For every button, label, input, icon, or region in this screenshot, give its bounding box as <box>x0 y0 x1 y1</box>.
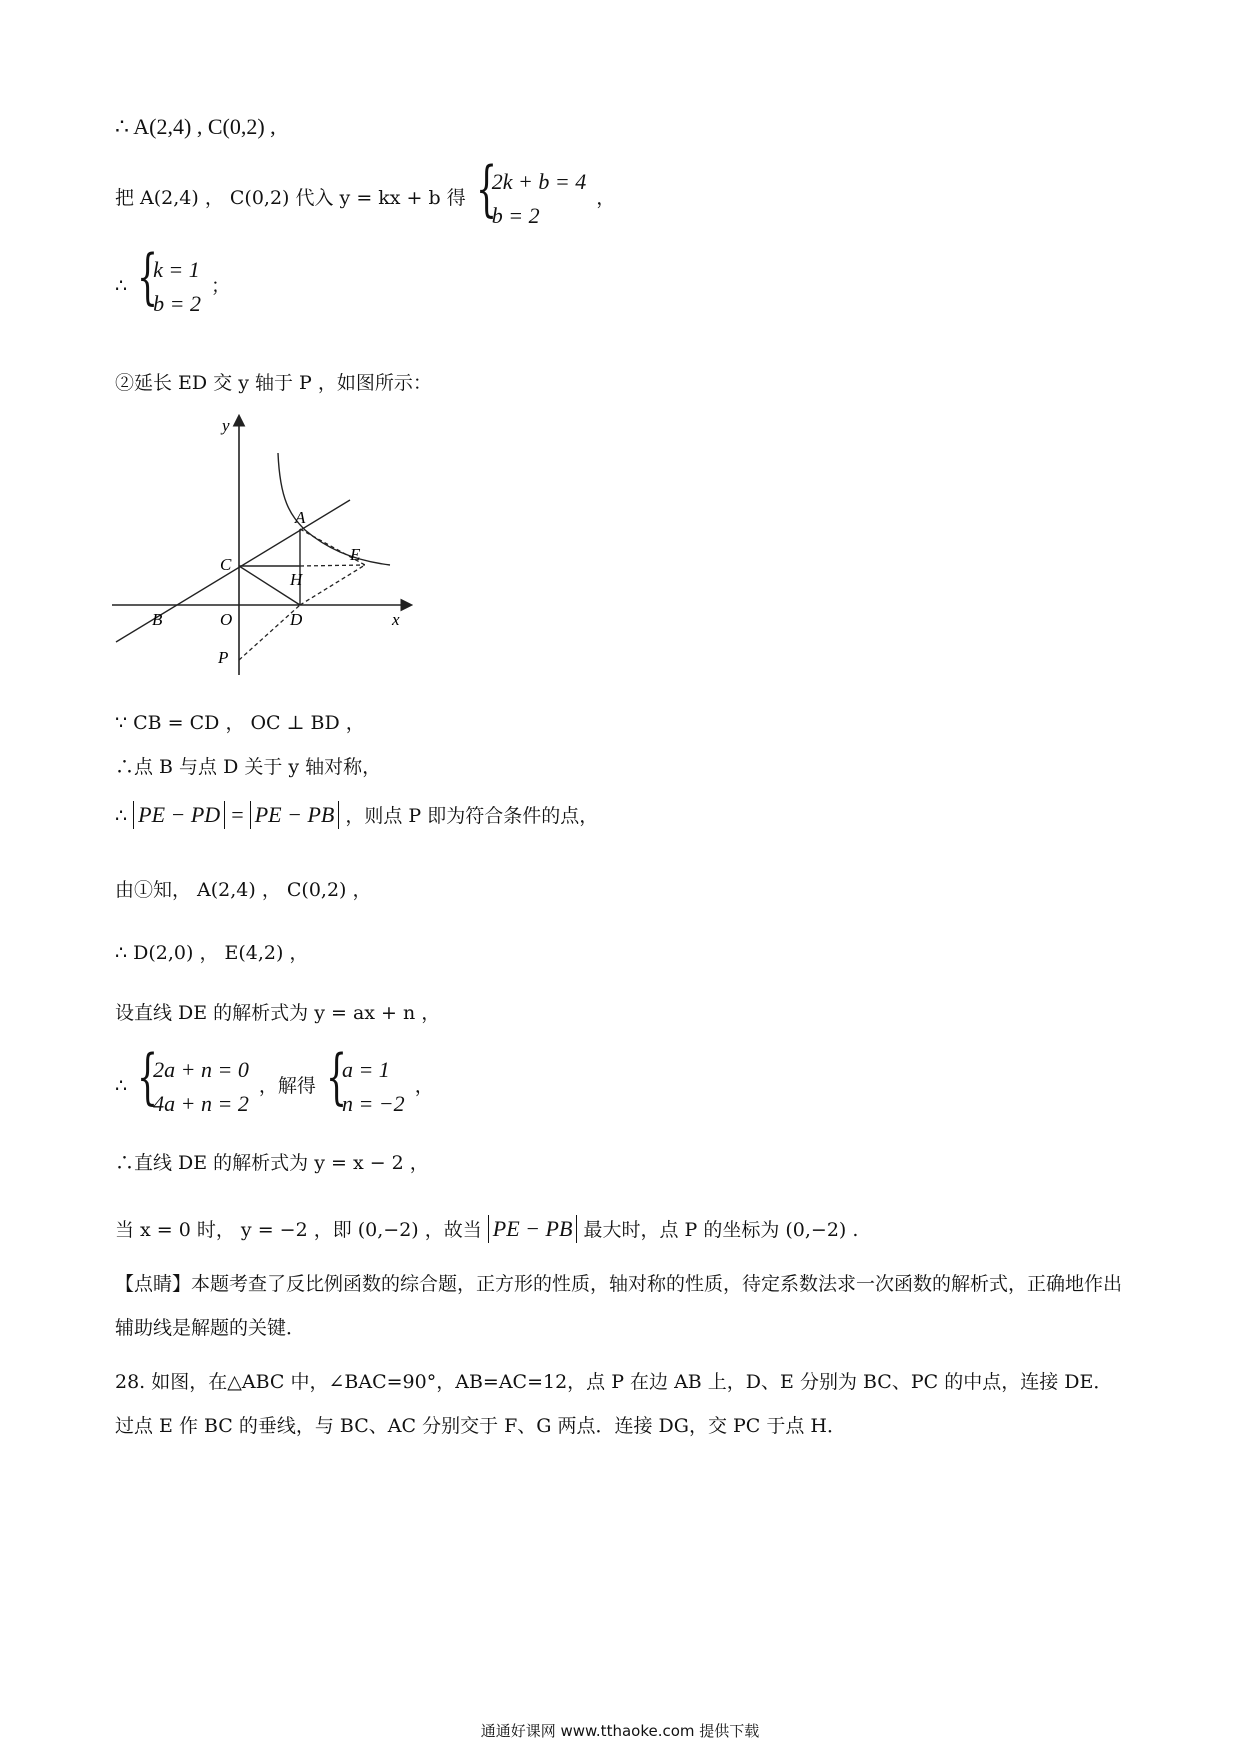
line-6: ∴点 B 与点 D 关于 y 轴对称， <box>115 756 382 778</box>
coordinate-figure <box>110 405 430 680</box>
line-9: ∴ D(2,0) ， E(4,2) ， <box>115 942 309 964</box>
line-13: 当 x = 0 时， y = −2 ，即 (0,−2) ，故当 PE − PB 最大时，点 P 的坐标为 (0,−2) . <box>115 1216 859 1241</box>
label-b: B <box>152 610 163 629</box>
label-p: P <box>218 648 229 667</box>
label-h: H <box>290 570 303 589</box>
equation-system: { 2k + b = 4 b = 2 <box>475 154 587 228</box>
equation-system: { k = 1 b = 2 <box>137 242 201 316</box>
line-2: 把 A(2,4) ， C(0,2) 代入 y = kx + b 得 { 2k + b = 4 b = 2 ， <box>115 165 615 233</box>
label-o: O <box>220 610 233 629</box>
label-x: x <box>392 610 400 629</box>
page-footer: 通通好课网 www.tthaoke.com 提供下载 <box>480 1722 760 1740</box>
equation-system: { 2a + n = 0 4a + n = 2 <box>137 1042 249 1116</box>
label-d: D <box>290 610 303 629</box>
key-point-paragraph: 【点睛】本题考查了反比例函数的综合题，正方形的性质，轴对称的性质，待定系数法求一次函数的解析式，正确地作出辅助线是解题的关键． <box>115 1273 1123 1339</box>
line-3: ∴ { k = 1 b = 2 ； <box>115 253 230 321</box>
label-c: C <box>220 555 232 574</box>
line-1: ∴ A(2,4) , C(0,2) , <box>115 114 276 139</box>
line-11: ∴ { 2a + n = 0 4a + n = 2 ，解得 { a = 1 n = −2 ， <box>115 1053 434 1121</box>
line-12: ∴直线 DE 的解析式为 y = x − 2 ， <box>115 1152 429 1174</box>
problem-28: 28. 如图，在△ABC 中，∠BAC=90°，AB=AC=12，点 P 在边 AB 上，D、E 分别为 BC、PC 的中点，连接 DE．过点 E 作 BC 的垂线，与 BC、AC 分别交于 F、G 两点．连接 DG，交 PC 于点 H． <box>115 1371 1113 1437</box>
label-a: A <box>295 508 306 527</box>
dashed-he <box>300 565 365 566</box>
equation-system: { a = 1 n = −2 <box>325 1042 405 1116</box>
label-y: y <box>222 416 230 435</box>
line-4: ②延长 ED 交 y 轴于 P ，如图所示： <box>115 372 432 394</box>
dashed-de <box>300 565 365 605</box>
line-10: 设直线 DE 的解析式为 y = ax + n ， <box>115 1002 441 1024</box>
line-8: 由①知， A(2,4) ， C(0,2) ， <box>115 879 372 901</box>
line-5: ∵ CB = CD ， OC ⊥ BD ， <box>115 712 365 734</box>
line-7: ∴ PE − PD = PE − PB ，则点 P 即为符合条件的点， <box>115 802 599 827</box>
label-e: E <box>350 545 361 564</box>
